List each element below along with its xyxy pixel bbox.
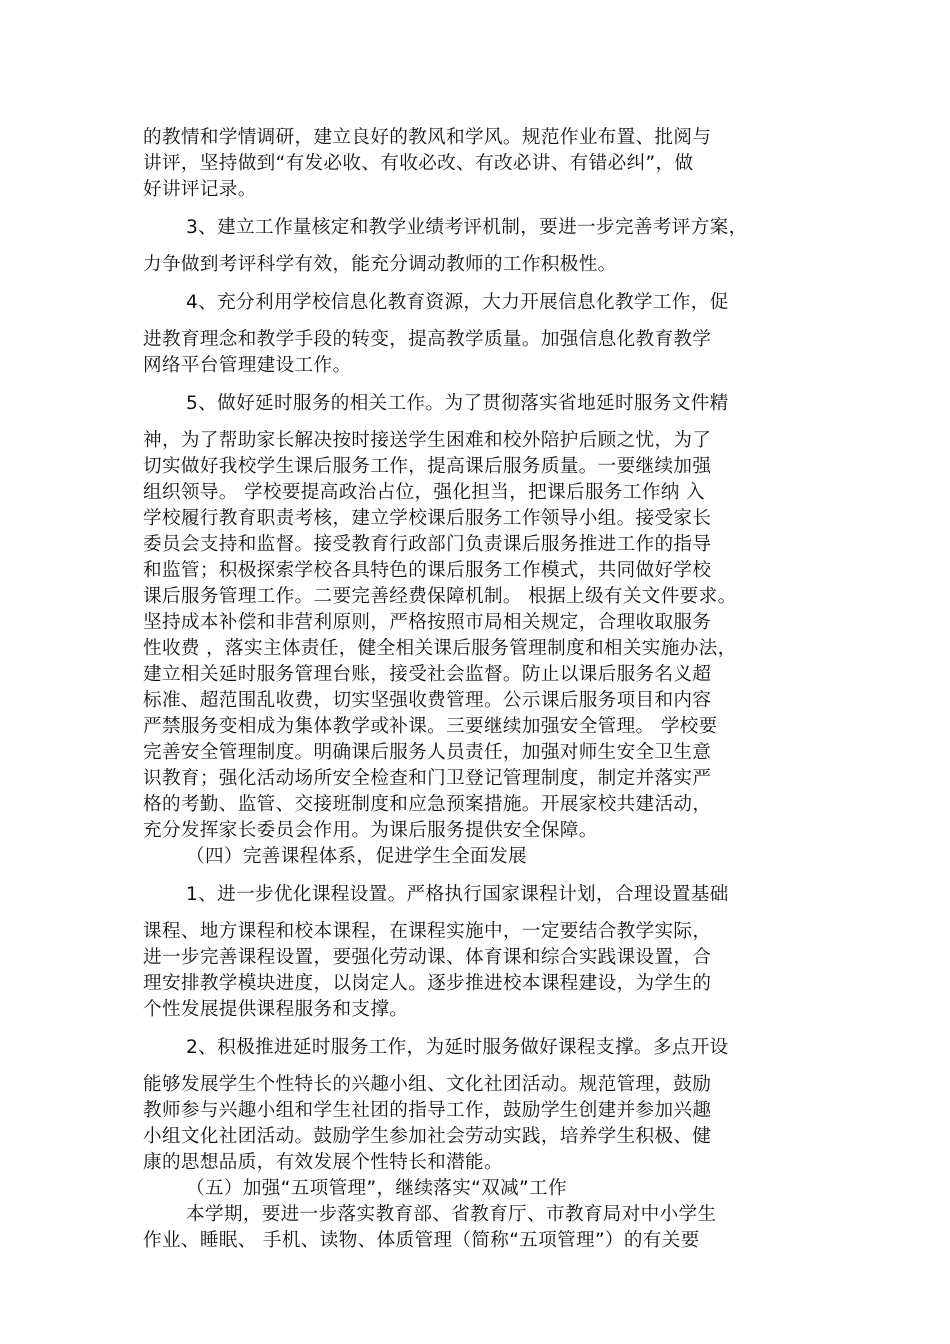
text-line: 充分发挥家长委员会作用。为课后服务提供安全保障。 bbox=[143, 820, 598, 841]
text-line: 作业、睡眠、 手机、读物、体质管理（简称“五项管理”）的有关要 bbox=[143, 1230, 700, 1251]
text-line: 课程、地方课程和校本课程，在课程实施中，一定要结合教学实际， bbox=[143, 921, 712, 942]
text-line: 的教情和学情调研，建立良好的教风和学风。规范作业布置、批阅与 bbox=[143, 127, 712, 148]
text-line: 康的思想品质，有效发展个性特长和潜能。 bbox=[143, 1152, 503, 1173]
text-line: 小组文化社团活动。鼓励学生参加社会劳动实践，培养学生积极、健 bbox=[143, 1126, 712, 1147]
text-line: 本学期，要进一步落实教育部、省教育厅、市教育局对中小学生 bbox=[186, 1204, 717, 1225]
text-line: 组织领导。 学校要提高政治占位，强化担当，把课后服务工作纳 入 bbox=[143, 482, 705, 503]
text-line: 力争做到考评科学有效，能充分调动教师的工作积极性。 bbox=[143, 254, 617, 275]
text-line: 性收费 ，落实主体责任，健全相关课后服务管理制度和相关实施办法， bbox=[143, 638, 737, 659]
paragraph-4-start: 4、充分利用学校信息化教育资源，大力开展信息化教学工作，促 bbox=[186, 292, 729, 313]
text-line: 能够发展学生个性特长的兴趣小组、文化社团活动。规范管理，鼓励 bbox=[143, 1074, 712, 1095]
text-line: 讲评，坚持做到“有发必收、有收必改、有改必讲、有错必纠”，做 bbox=[143, 153, 694, 174]
text-line: 和监管；积极探索学校各具特色的课后服务工作模式，共同做好学校 bbox=[143, 560, 712, 581]
course-paragraph-2-start: 2、积极推进延时服务工作，为延时服务做好课程支撑。多点开设 bbox=[186, 1037, 729, 1058]
text-line: 建立相关延时服务管理台账，接受社会监督。防止以课后服务名义超 bbox=[143, 664, 712, 685]
text-line: 课后服务管理工作。二要完善经费保障机制。 根据上级有关文件要求。 bbox=[143, 586, 737, 607]
text-line: 严禁服务变相成为集体教学或补课。三要继续加强安全管理。 学校要 bbox=[143, 716, 718, 737]
text-line: 委员会支持和监督。接受教育行政部门负责课后服务推进工作的指导 bbox=[143, 534, 712, 555]
paragraph-3-start: 3、建立工作量核定和教学业绩考评机制，要进一步完善考评方案， bbox=[186, 217, 748, 238]
text-line: 进一步完善课程设置，要强化劳动课、体育课和综合实践课设置，合 bbox=[143, 947, 712, 968]
text-line: 个性发展提供课程服务和支撑。 bbox=[143, 999, 409, 1020]
text-line: 坚持成本补偿和非营利原则，严格按照市局相关规定，合理收取服务 bbox=[143, 612, 712, 633]
text-line: 格的考勤、监管、交接班制度和应急预案措施。开展家校共建活动， bbox=[143, 794, 712, 815]
text-line: 网络平台管理建设工作。 bbox=[143, 355, 352, 376]
section-heading-4: （四）完善课程体系，促进学生全面发展 bbox=[186, 846, 527, 867]
text-line: 完善安全管理制度。明确课后服务人员责任，加强对师生安全卫生意 bbox=[143, 742, 712, 763]
text-line: 神，为了帮助家长解决按时接送学生困难和校外陪护后顾之忧，为了 bbox=[143, 430, 712, 451]
text-line: 进教育理念和教学手段的转变，提高教学质量。加强信息化教育教学 bbox=[143, 329, 712, 350]
text-line: 教师参与兴趣小组和学生社团的指导工作，鼓励学生创建并参加兴趣 bbox=[143, 1100, 712, 1121]
course-paragraph-1-start: 1、进一步优化课程设置。严格执行国家课程计划，合理设置基础 bbox=[186, 884, 729, 905]
paragraph-5-start: 5、做好延时服务的相关工作。为了贯彻落实省地延时服务文件精 bbox=[186, 393, 729, 414]
text-line: 识教育；强化活动场所安全检查和门卫登记管理制度，制定并落实严 bbox=[143, 768, 712, 789]
text-line: 理安排教学模块进度，以岗定人。逐步推进校本课程建设，为学生的 bbox=[143, 973, 712, 994]
text-line: 学校履行教育职责考核，建立学校课后服务工作领导小组。接受家长 bbox=[143, 508, 712, 529]
text-line: 切实做好我校学生课后服务工作，提高课后服务质量。一要继续加强 bbox=[143, 456, 712, 477]
text-line: 标准、超范围乱收费，切实坚强收费管理。公示课后服务项目和内容 bbox=[143, 690, 712, 711]
section-heading-5: （五）加强“五项管理”，继续落实“双减”工作 bbox=[186, 1178, 567, 1199]
text-line: 好讲评记录。 bbox=[143, 179, 257, 200]
